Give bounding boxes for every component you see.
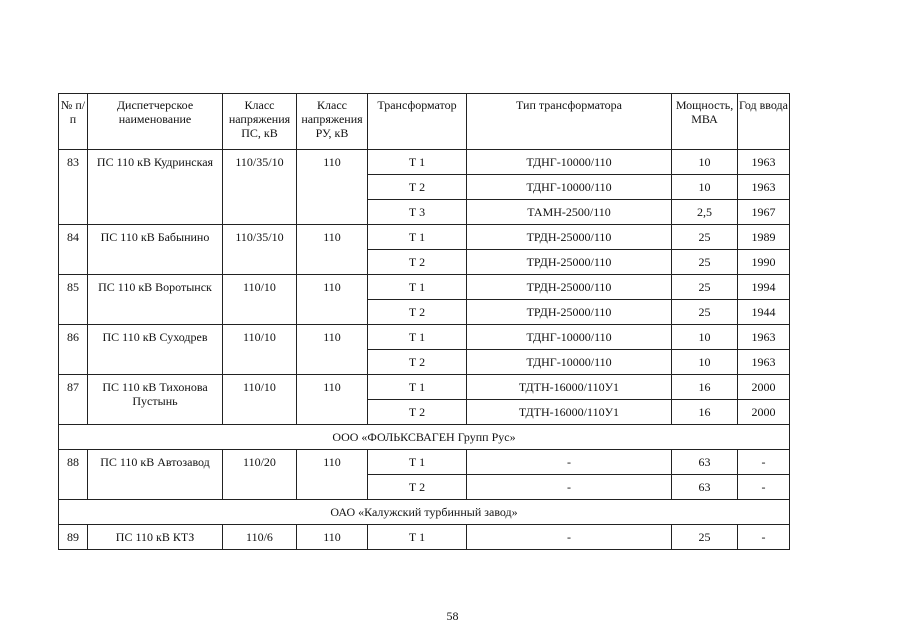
transformer-type: ТДНГ-10000/110: [467, 350, 672, 375]
page-number: 58: [446, 609, 459, 623]
commission-year: 1994: [738, 275, 790, 300]
substation-name: ПС 110 кВ Бабынино: [88, 225, 223, 275]
transformer-power: 25: [672, 250, 738, 275]
row-number: 87: [59, 375, 88, 425]
transformer-label: Т 2: [368, 300, 467, 325]
commission-year: 1963: [738, 150, 790, 175]
commission-year: 1963: [738, 325, 790, 350]
row-number: 88: [59, 450, 88, 500]
transformer-power: 63: [672, 450, 738, 475]
header-cell: Трансформатор: [368, 94, 467, 150]
transformer-type: ТДНГ-10000/110: [467, 175, 672, 200]
transformer-type: ТДНГ-10000/110: [467, 325, 672, 350]
substation-voltage: 110/10: [223, 375, 297, 425]
row-number: 83: [59, 150, 88, 225]
commission-year: 1963: [738, 350, 790, 375]
transformer-label: Т 1: [368, 525, 467, 550]
transformer-power: 16: [672, 375, 738, 400]
transformer-type: ТДНГ-10000/110: [467, 150, 672, 175]
transformer-type: -: [467, 450, 672, 475]
commission-year: -: [738, 450, 790, 475]
substation-name: ПС 110 кВ Тихонова Пустынь: [88, 375, 223, 425]
table-row: [59, 325, 790, 350]
transformer-type: ТДТН-16000/110У1: [467, 375, 672, 400]
section-row: [59, 425, 790, 450]
commission-year: 1967: [738, 200, 790, 225]
transformer-label: Т 1: [368, 375, 467, 400]
substation-voltage: 110/10: [223, 275, 297, 325]
commission-year: 1989: [738, 225, 790, 250]
transformer-label: Т 1: [368, 325, 467, 350]
transformer-label: Т 2: [368, 175, 467, 200]
switchgear-voltage: 110: [297, 150, 368, 225]
table-row: [59, 525, 790, 550]
substation-name: ПС 110 кВ Воротынск: [88, 275, 223, 325]
section-title: ООО «ФОЛЬКСВАГЕН Групп Рус»: [59, 425, 790, 450]
header-cell: Диспетчерское наименование: [88, 94, 223, 150]
transformer-label: Т 1: [368, 450, 467, 475]
table-body: [59, 150, 790, 550]
substation-name: ПС 110 кВ КТЗ: [88, 525, 223, 550]
substation-voltage: 110/6: [223, 525, 297, 550]
table-row: [59, 225, 790, 250]
transformer-power: 10: [672, 175, 738, 200]
transformer-type: -: [467, 475, 672, 500]
transformer-type: ТАМН-2500/110: [467, 200, 672, 225]
header-cell: Тип трансформатора: [467, 94, 672, 150]
substation-name: ПС 110 кВ Автозавод: [88, 450, 223, 500]
transformer-power: 10: [672, 150, 738, 175]
row-number: 84: [59, 225, 88, 275]
transformer-type: ТРДН-25000/110: [467, 275, 672, 300]
substation-table: [58, 93, 790, 550]
substation-voltage: 110/35/10: [223, 150, 297, 225]
commission-year: 2000: [738, 400, 790, 425]
row-number: 86: [59, 325, 88, 375]
transformer-power: 63: [672, 475, 738, 500]
commission-year: 1990: [738, 250, 790, 275]
transformer-power: 16: [672, 400, 738, 425]
transformer-type: ТДТН-16000/110У1: [467, 400, 672, 425]
switchgear-voltage: 110: [297, 325, 368, 375]
commission-year: 1963: [738, 175, 790, 200]
transformer-type: ТРДН-25000/110: [467, 250, 672, 275]
transformer-label: Т 1: [368, 225, 467, 250]
header-cell: № п/п: [59, 94, 88, 150]
header-cell: Год ввода: [738, 94, 790, 150]
transformer-label: Т 2: [368, 475, 467, 500]
table-row: [59, 275, 790, 300]
row-number: 89: [59, 525, 88, 550]
transformer-type: ТРДН-25000/110: [467, 300, 672, 325]
transformer-label: Т 1: [368, 150, 467, 175]
switchgear-voltage: 110: [297, 275, 368, 325]
transformer-power: 25: [672, 275, 738, 300]
table-row: [59, 150, 790, 175]
table-row: [59, 375, 790, 400]
switchgear-voltage: 110: [297, 375, 368, 425]
table-row: [59, 450, 790, 475]
transformer-power: 25: [672, 525, 738, 550]
substation-voltage: 110/20: [223, 450, 297, 500]
transformer-label: Т 2: [368, 350, 467, 375]
section-title: ОАО «Калужский турбинный завод»: [59, 500, 790, 525]
transformer-power: 2,5: [672, 200, 738, 225]
transformer-power: 25: [672, 225, 738, 250]
transformer-label: Т 2: [368, 400, 467, 425]
header-row: [59, 94, 790, 150]
header-cell: Класс напряжения ПС, кВ: [223, 94, 297, 150]
substation-name: ПС 110 кВ Кудринская: [88, 150, 223, 225]
section-row: [59, 500, 790, 525]
commission-year: -: [738, 475, 790, 500]
transformer-type: ТРДН-25000/110: [467, 225, 672, 250]
transformer-label: Т 3: [368, 200, 467, 225]
substation-voltage: 110/10: [223, 325, 297, 375]
transformer-power: 25: [672, 300, 738, 325]
transformer-power: 10: [672, 350, 738, 375]
switchgear-voltage: 110: [297, 525, 368, 550]
commission-year: -: [738, 525, 790, 550]
transformer-type: -: [467, 525, 672, 550]
substation-name: ПС 110 кВ Суходрев: [88, 325, 223, 375]
transformer-power: 10: [672, 325, 738, 350]
commission-year: 2000: [738, 375, 790, 400]
header-cell: Класс напряжения РУ, кВ: [297, 94, 368, 150]
switchgear-voltage: 110: [297, 225, 368, 275]
transformer-label: Т 1: [368, 275, 467, 300]
switchgear-voltage: 110: [297, 450, 368, 500]
transformer-label: Т 2: [368, 250, 467, 275]
commission-year: 1944: [738, 300, 790, 325]
row-number: 85: [59, 275, 88, 325]
header-cell: Мощность, МВА: [672, 94, 738, 150]
substation-voltage: 110/35/10: [223, 225, 297, 275]
